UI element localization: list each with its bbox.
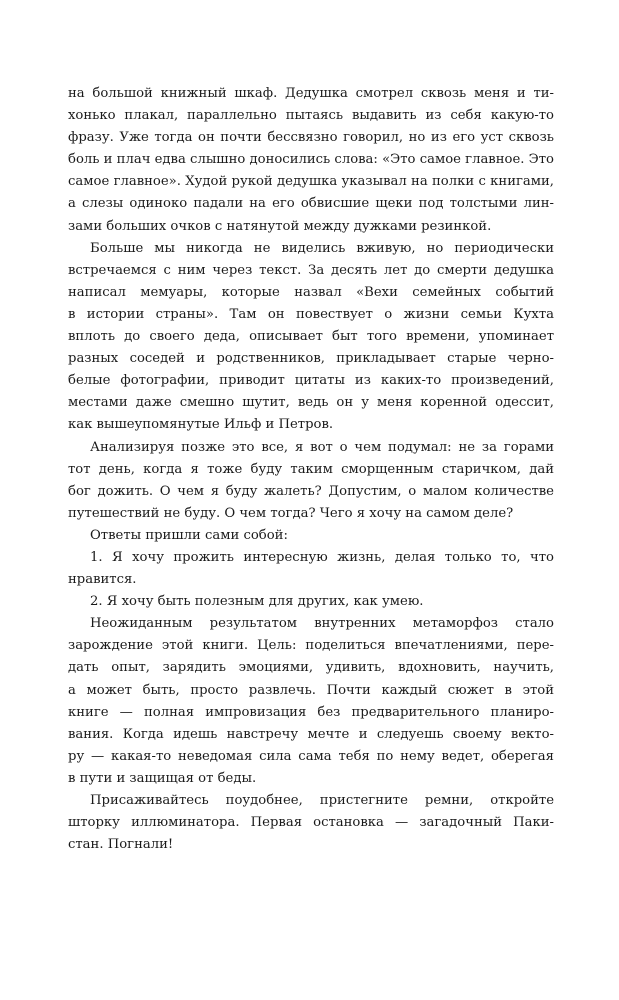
paragraph (68, 83, 554, 238)
text-line: шторку иллюминатора. Первая остановка — загадочный Паки- (68, 815, 554, 831)
text-line: Ответы пришли сами собой: (90, 527, 288, 543)
text-line: а слезы одиноко падали на его обвисшие щеки под толстыми лин- (68, 196, 554, 212)
text-line: белые фотографии, приводит цитаты из каких-то произведений, (68, 373, 554, 389)
text-line: местами даже смешно шутит, ведь он у меня коренной одессит, (68, 395, 554, 411)
text-line: Анализируя позже это все, я вот о чем подумал: не за горами (90, 439, 554, 455)
text-line: зами больших очков с натянутой между дужками резинкой. (68, 218, 492, 234)
text-line: самое главное». Худой рукой дедушка указывал на полки с книгами, (68, 174, 554, 190)
text-line: книге — полная импровизация без предварительного планиро- (68, 704, 554, 720)
text-line: ру — какая-то неведомая сила сама тебя по нему ведет, оберегая (68, 748, 554, 764)
text-line: стан. Погнали! (68, 837, 174, 853)
text-line: Присаживайтесь поудобнее, пристегните ремни, откройте (90, 793, 554, 808)
text-line: 1. Я хочу прожить интересную жизнь, делая только то, что (90, 549, 554, 565)
paragraph (68, 238, 554, 437)
text-line: вания. Когда идешь навстречу мечте и следуешь своему векто- (68, 726, 554, 742)
paragraph (68, 591, 554, 613)
text-line: хонько плакал, параллельно пытаясь выдавить из себя какую-то (68, 108, 554, 124)
book-page (68, 83, 554, 856)
text-line: путешествий не буду. О чем тогда? Чего я хочу на самом деле? (68, 505, 514, 521)
text-line: Больше мы никогда не виделись вживую, но периодически (90, 240, 554, 256)
text-line: дать опыт, зарядить эмоциями, удивить, вдохновить, научить, (68, 660, 554, 676)
text-line: а может быть, просто развлечь. Почти каждый сюжет в этой (68, 682, 554, 698)
text-line: боль и плач едва слышно доносились слова: «Это самое главное. Это (68, 152, 554, 168)
text-line: вплоть до своего деда, описывает быт того времени, упоминает (68, 329, 554, 345)
text-line: как вышеупомянутые Ильф и Петров. (68, 417, 334, 433)
text-line: в пути и защищая от беды. (68, 770, 257, 786)
paragraph (68, 613, 554, 790)
text-line: бог дожить. О чем я буду жалеть? Допустим, о малом количестве (68, 483, 554, 499)
text-line: разных соседей и родственников, прикладывает старые черно- (68, 351, 554, 367)
paragraph (68, 790, 554, 856)
paragraph (68, 547, 554, 591)
paragraph (68, 525, 554, 547)
text-line: на большой книжный шкаф. Дедушка смотрел сквозь меня и ти- (68, 86, 554, 101)
text-line: фразу. Уже тогда он почти бессвязно говорил, но из его уст сквозь (68, 130, 554, 146)
text-line: нравится. (68, 572, 137, 588)
text-line: Неожиданным результатом внутренних метаморфоз стало (90, 616, 554, 632)
text-line: встречаемся с ним через текст. За десять лет до смерти дедушка (68, 262, 554, 278)
text-line: написал мемуары, которые назвал «Вехи семейных событий (68, 284, 554, 300)
text-line: зарождение этой книги. Цель: поделиться впечатлениями, пере- (68, 638, 554, 654)
text-line: тот день, когда я тоже буду таким сморщенным старичком, дай (68, 461, 554, 477)
text-line: в истории страны». Там он повествует о жизни семьи Кухта (68, 306, 554, 322)
text-line: 2. Я хочу быть полезным для других, как умею. (90, 594, 424, 610)
paragraph (68, 437, 554, 525)
